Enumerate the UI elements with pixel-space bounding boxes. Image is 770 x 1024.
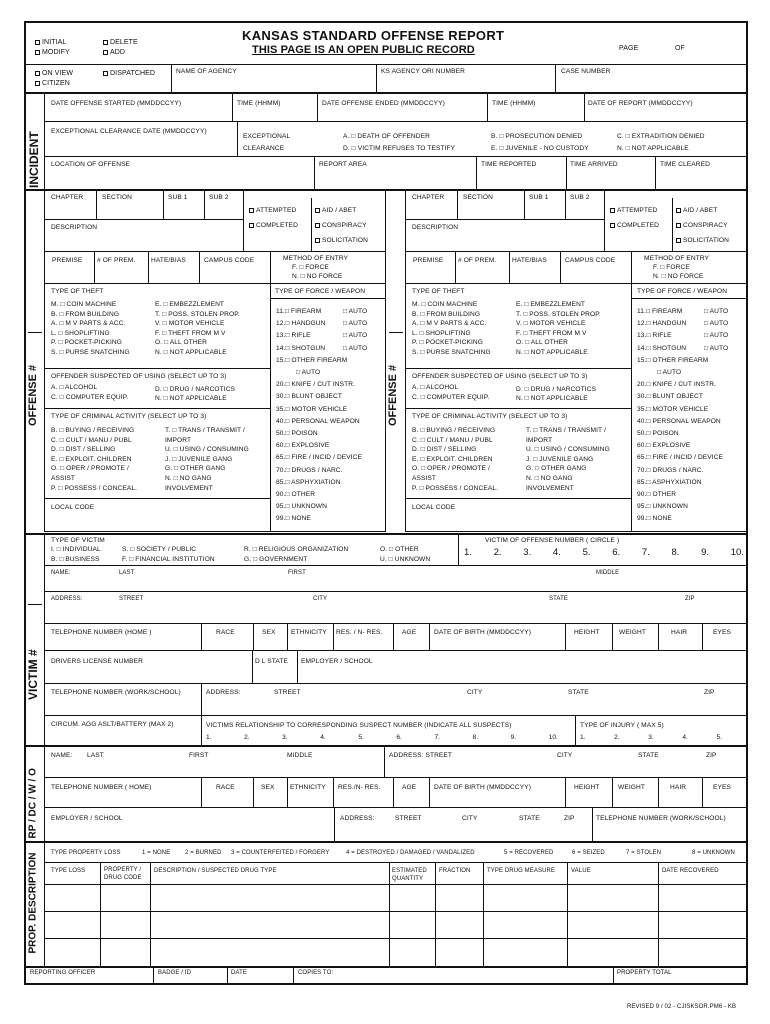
victim-name-label: NAME: <box>51 570 71 576</box>
time-ended-field[interactable]: TIME (HHMM) <box>492 100 536 107</box>
theft-right-list-2[interactable]: E. □ EMBEZZLEMENT T. □ POSS. STOLEN PROP. V. □ MOTOR VEHICLE F. □ THEFT FROM M V O. □ ALL OTHER N. □ NOT APPLICABLE <box>516 301 601 356</box>
victim-employer[interactable]: EMPLOYER / SCHOOL <box>301 658 373 665</box>
time-reported-field[interactable]: TIME REPORTED <box>481 161 537 168</box>
reporting-officer-field[interactable]: REPORTING OFFICER <box>30 970 96 976</box>
name-of-agency-field[interactable]: NAME OF AGENCY <box>176 68 237 75</box>
victim-circumstances[interactable]: CIRCUM. AGG ASLT/BATTERY (MAX 2) <box>51 721 174 728</box>
criminal-left-list[interactable]: B. □ BUYING / RECEIVING C. □ CULT / MANU / PUBL D. □ DIST / SELLING E. □ EXPLOIT. CHILDREN O. □ OPER / PROMOTE / ASSIST P. □ POSSESS / CONCEAL. <box>51 427 138 492</box>
sub1-field[interactable]: SUB 1 <box>168 194 188 201</box>
using-computer[interactable]: C. □ COMPUTER EQUIP. <box>51 394 129 401</box>
description-field[interactable]: DESCRIPTION <box>51 224 98 231</box>
report-area-field[interactable]: REPORT AREA <box>319 161 367 168</box>
type-of-theft-label-2: TYPE OF THEFT <box>412 288 465 295</box>
victim-business[interactable]: B. □ BUSINESS <box>51 556 100 563</box>
of-label: OF <box>675 45 685 52</box>
criminal-right-list[interactable]: T. □ TRANS / TRANSMIT / IMPORT U. □ USING / CONSUMING J. □ JUVENILE GANG G. □ OTHER GANG N. □ NO GANG INVOLVEMENT <box>165 427 249 492</box>
rp-height[interactable]: HEIGHT <box>574 784 600 791</box>
victim-dob[interactable]: DATE OF BIRTH (MMDDCCYY) <box>434 629 532 636</box>
num-premises-field[interactable]: # OF PREM. <box>97 257 136 264</box>
check-modify[interactable]: MODIFY <box>33 49 70 57</box>
force-weapon-label: TYPE OF FORCE / WEAPON <box>275 288 366 295</box>
clearance-option-c[interactable]: C. □ EXTRADITION DENIED <box>617 133 705 140</box>
victim-society[interactable]: S. □ SOCIETY / PUBLIC <box>122 546 197 553</box>
completed-check-2[interactable]: COMPLETED <box>608 222 659 230</box>
victim-city[interactable]: CITY <box>313 596 328 602</box>
relationship-numbers[interactable]: 1. 2. 3. 4. 5. 6. 7. 8. 9. 10. <box>206 734 558 741</box>
victim-offense-numbers[interactable]: 1. 2. 3. 4. 5. 6. 7. 8. 9. 10. <box>464 547 744 558</box>
rp-tel-work[interactable]: TELEPHONE NUMBER (WORK/SCHOOL) <box>596 815 726 822</box>
col-date-recovered: DATE RECOVERED <box>662 868 719 874</box>
premise-field-2[interactable]: PREMISE <box>413 257 444 264</box>
victim-sex[interactable]: SEX <box>262 629 276 636</box>
copies-to-field[interactable]: COPIES TO: <box>298 970 334 976</box>
page-label: PAGE <box>619 45 639 52</box>
rp-hair[interactable]: HAIR <box>670 784 687 791</box>
completed-check[interactable]: COMPLETED <box>247 222 298 230</box>
victim-work-zip[interactable]: ZIP <box>704 689 715 696</box>
victim-ethnicity[interactable]: ETHNICITY <box>291 629 327 636</box>
rp-work-zip[interactable]: ZIP <box>564 815 575 822</box>
victim-eyes[interactable]: EYES <box>713 629 731 636</box>
rp-work-city[interactable]: CITY <box>462 815 478 822</box>
moe-force[interactable]: F. □ FORCE <box>292 264 329 271</box>
using-drugs[interactable]: D. □ DRUG / NARCOTICS <box>155 386 236 393</box>
rp-middle-name[interactable]: MIDDLE <box>287 752 313 759</box>
property-label: PROP. DESCRIPTION <box>27 852 39 954</box>
legend-destroyed: 4 = DESTROYED / DAMAGED / VANDALIZED <box>346 850 475 856</box>
conspiracy-check[interactable]: CONSPIRACY <box>313 222 367 230</box>
legend-counterfeited: 3 = COUNTERFEITED / FORGERY <box>231 850 330 856</box>
date-ended-field[interactable]: DATE OFFENSE ENDED (MMDDCCYY) <box>322 100 445 107</box>
theft-right-list[interactable]: E. □ EMBEZZLEMENT T. □ POSS. STOLEN PROP. V. □ MOTOR VEHICLE F. □ THEFT FROM M V O. □ ALL OTHER N. □ NOT APPLICABLE <box>155 301 240 356</box>
check-on-view[interactable]: ON VIEW <box>33 70 73 78</box>
date-of-report-field[interactable]: DATE OF REPORT (MMDDCCYY) <box>588 100 693 107</box>
victim-race[interactable]: RACE <box>216 629 235 636</box>
col-type-loss: TYPE LOSS <box>51 868 86 874</box>
criminal-activity-label-2: TYPE OF CRIMINAL ACTIVITY (SELECT UP TO 3) <box>412 413 568 420</box>
col-value: VALUE <box>571 868 591 874</box>
force-weapon-label-2: TYPE OF FORCE / WEAPON <box>637 288 728 295</box>
hate-bias-field-2[interactable]: HATE/BIAS <box>512 257 547 264</box>
victim-address-label: ADDRESS: <box>51 596 83 602</box>
conspiracy-check-2[interactable]: CONSPIRACY <box>674 222 728 230</box>
sub2-field-2[interactable]: SUB 2 <box>570 194 590 201</box>
date-started-field[interactable]: DATE OFFENSE STARTED (MMDDCCYY) <box>51 100 182 107</box>
premise-field[interactable]: PREMISE <box>52 257 83 264</box>
moe-no-force-2[interactable]: N. □ NO FORCE <box>653 273 704 280</box>
section-field-2[interactable]: SECTION <box>463 194 494 201</box>
victim-financial[interactable]: F. □ FINANCIAL INSTITUTION <box>122 556 215 563</box>
section-field[interactable]: SECTION <box>102 194 133 201</box>
victim-drivers-license[interactable]: DRIVERS LICENSE NUMBER <box>51 658 143 665</box>
rp-zip[interactable]: ZIP <box>706 752 717 759</box>
weapon-list[interactable]: 11.□ FIREARM 12.□ HANDGUN 13.□ RIFLE 14.□ SHOTGUN 15.□ OTHER FIREARM □ AUTO 20.□ KNIFE / CUT INSTR. 30.□ BLUNT OBJECT 35.□ MOTOR VEHICLE 40.□ PERSONAL WEAPON 50.□ POISON 60.□ EXPLOSIVE 65.□ FIRE / INCID / DEVICE 70.□ DRUGS / NARC. 85.□ ASPHYXIATION 90.□ OTHER 95.□ UNKNOWN 99.□ NONE <box>276 308 363 523</box>
victim-individual[interactable]: I. □ INDIVIDUAL <box>51 546 101 553</box>
victim-address2-label: ADDRESS: <box>206 689 241 696</box>
col-description: DESCRIPTION / SUSPECTED DRUG TYPE <box>154 868 277 874</box>
form-subtitle: THIS PAGE IS AN OPEN PUBLIC RECORD <box>252 44 475 56</box>
victim-work-street[interactable]: STREET <box>274 689 301 696</box>
check-delete[interactable]: DELETE <box>101 39 138 47</box>
rp-employer[interactable]: EMPLOYER / SCHOOL <box>51 815 123 822</box>
suspected-using-label: OFFENDER SUSPECTED OF USING (SELECT UP TO 3) <box>51 373 227 380</box>
col-property: PROPERTY / <box>104 867 142 873</box>
chapter-field-2[interactable]: CHAPTER <box>412 194 445 201</box>
campus-code-field-2[interactable]: CAMPUS CODE <box>565 257 616 264</box>
method-of-entry-label-2: METHOD OF ENTRY <box>644 255 710 262</box>
rp-dob[interactable]: DATE OF BIRTH (MMDDCCYY) <box>434 784 532 791</box>
using-not-applicable-2[interactable]: N. □ NOT APPLICABLE <box>516 395 588 402</box>
incident-label: INCIDENT <box>27 131 41 188</box>
victim-tel-home[interactable]: TELEPHONE NUMBER (HOME ) <box>51 629 152 636</box>
legend-recovered: 5 = RECOVERED <box>504 850 554 856</box>
rp-state[interactable]: STATE <box>638 752 659 759</box>
victim-age[interactable]: AGE <box>402 629 417 636</box>
rp-work-street[interactable]: STREET <box>395 815 422 822</box>
victim-other[interactable]: O. □ OTHER <box>380 546 419 553</box>
offense-left-label: OFFENSE # <box>27 364 39 426</box>
victim-relationship-label: VICTIMS RELATIONSHIP TO CORRESPONDING SUSPECT NUMBER (INDICATE ALL SUSPECTS) <box>206 722 512 729</box>
victim-work-state[interactable]: STATE <box>568 689 589 696</box>
form-title: KANSAS STANDARD OFFENSE REPORT <box>242 28 505 43</box>
victim-label: VICTIM # <box>26 649 40 700</box>
clearance-label: CLEARANCE <box>243 145 285 152</box>
type-of-victim-label: TYPE OF VICTIM <box>51 537 105 544</box>
local-code-field[interactable]: LOCAL CODE <box>51 504 95 511</box>
attempted-check[interactable]: ATTEMPTED <box>247 207 296 215</box>
criminal-left-list-2[interactable]: B. □ BUYING / RECEIVING C. □ CULT / MANU / PUBL D. □ DIST / SELLING E. □ EXPLOIT. CHILDREN O. □ OPER / PROMOTE / ASSIST P. □ POSSESS / CONCEAL. <box>412 427 499 492</box>
badge-id-field[interactable]: BADGE / ID <box>158 970 192 976</box>
victim-work-city[interactable]: CITY <box>467 689 483 696</box>
rp-eyes[interactable]: EYES <box>713 784 731 791</box>
clearance-option-a[interactable]: A. □ DEATH OF OFFENDER <box>343 133 431 140</box>
rp-city[interactable]: CITY <box>557 752 573 759</box>
clearance-option-e[interactable]: E. □ JUVENILE - NO CUSTODY <box>491 145 589 152</box>
clearance-option-n[interactable]: N. □ NOT APPLICABLE <box>617 145 689 152</box>
local-code-field-2[interactable]: LOCAL CODE <box>412 504 456 511</box>
time-started-field[interactable]: TIME (HHMM) <box>237 100 281 107</box>
rp-age[interactable]: AGE <box>402 784 417 791</box>
col-quantity: QUANTITY <box>392 876 424 882</box>
rp-residency[interactable]: RES./N- RES. <box>338 784 381 791</box>
legend-none: 1 = NONE <box>142 850 171 856</box>
weapon-list-2[interactable]: 11.□ FIREARM 12.□ HANDGUN 13.□ RIFLE 14.□ SHOTGUN 15.□ OTHER FIREARM □ AUTO 20.□ KNIFE / CUT INSTR. 30.□ BLUNT OBJECT 35.□ MOTOR VEHICLE 40.□ PERSONAL WEAPON 50.□ POISON 60.□ EXPLOSIVE 65.□ FIRE / INCID / DEVICE 70.□ DRUGS / NARC. 85.□ ASPHYXIATION 90.□ OTHER 95.□ UNKNOWN 99.□ NONE <box>637 308 724 523</box>
rp-tel-home[interactable]: TELEPHONE NUMBER ( HOME) <box>51 784 152 791</box>
victim-government[interactable]: G. □ GOVERNMENT <box>244 556 308 563</box>
check-initial[interactable]: INITIAL <box>33 39 66 47</box>
time-arrived-field[interactable]: TIME ARRIVED <box>570 161 618 168</box>
rp-label: RP / DC / W / O <box>27 768 39 839</box>
sub2-field[interactable]: SUB 2 <box>209 194 229 201</box>
rp-work-state[interactable]: STATE <box>519 815 540 822</box>
using-not-applicable[interactable]: N. □ NOT APPLICABLE <box>155 395 227 402</box>
aid-abet-check-2[interactable]: AID / ABET <box>674 207 717 215</box>
legend-burned: 2 = BURNED <box>185 850 222 856</box>
victim-tel-work[interactable]: TELEPHONE NUMBER (WORK/SCHOOL) <box>51 689 181 696</box>
case-number-field[interactable]: CASE NUMBER <box>561 68 611 75</box>
theft-left-list[interactable]: M. □ COIN MACHINE B. □ FROM BUILDING A. □ M V PARTS & ACC. L. □ SHOPLIFTING P. □ POCKET-PICKING S. □ PURSE SNATCHING <box>51 301 130 356</box>
hate-bias-field[interactable]: HATE/BIAS <box>151 257 186 264</box>
col-fraction: FRACTION <box>439 868 471 874</box>
revision-note: REVISED 9 / 02 - CJISKSOR.PM6 - KB <box>627 1004 737 1010</box>
col-drug-code: DRUG CODE <box>104 875 142 881</box>
victim-last-name[interactable]: LAST <box>119 570 135 576</box>
victim-middle-name[interactable]: MIDDLE <box>596 570 620 576</box>
col-drug-measure: TYPE DRUG MEASURE <box>487 868 556 874</box>
using-computer-2[interactable]: C. □ COMPUTER EQUIP. <box>412 394 490 401</box>
legend-unknown: 8 = UNKNOWN <box>692 850 735 856</box>
chapter-field[interactable]: CHAPTER <box>51 194 84 201</box>
criminal-activity-label: TYPE OF CRIMINAL ACTIVITY (SELECT UP TO 3) <box>51 413 207 420</box>
rp-race[interactable]: RACE <box>216 784 235 791</box>
victim-unknown[interactable]: U. □ UNKNOWN <box>380 556 431 563</box>
clearance-option-b[interactable]: B. □ PROSECUTION DENIED <box>491 133 583 140</box>
victim-residency[interactable]: RES. / N- RES. <box>336 629 383 636</box>
type-of-theft-label: TYPE OF THEFT <box>51 288 104 295</box>
moe-force-2[interactable]: F. □ FORCE <box>653 264 690 271</box>
clearance-option-d[interactable]: D. □ VICTIM REFUSES TO TESTIFY <box>343 145 456 152</box>
offense-right-label: OFFENSE # <box>387 364 399 426</box>
using-drugs-2[interactable]: D. □ DRUG / NARCOTICS <box>516 386 597 393</box>
legend-stolen: 7 = STOLEN <box>626 850 662 856</box>
victim-hair[interactable]: HAIR <box>671 629 688 636</box>
victim-dl-state[interactable]: D L STATE <box>255 658 289 665</box>
aid-abet-check[interactable]: AID / ABET <box>313 207 356 215</box>
using-alcohol[interactable]: A. □ ALCOHOL <box>51 384 98 391</box>
rp-last-name[interactable]: LAST <box>87 752 104 759</box>
criminal-right-list-2[interactable]: T. □ TRANS / TRANSMIT / IMPORT U. □ USING / CONSUMING J. □ JUVENILE GANG G. □ OTHER GANG N. □ NO GANG INVOLVEMENT <box>526 427 610 492</box>
weapon-auto-list-2[interactable]: □ AUTO □ AUTO □ AUTO □ AUTO <box>704 308 729 352</box>
campus-code-field[interactable]: CAMPUS CODE <box>204 257 255 264</box>
victim-state[interactable]: STATE <box>549 596 568 602</box>
injury-numbers[interactable]: 1. 2. 3. 4. 5. <box>580 734 722 741</box>
suspected-using-label-2: OFFENDER SUSPECTED OF USING (SELECT UP TO 3) <box>412 373 588 380</box>
col-estimated: ESTIMATED <box>392 868 427 874</box>
theft-left-list-2[interactable]: M. □ COIN MACHINE B. □ FROM BUILDING A. □ M V PARTS & ACC. L. □ SHOPLIFTING P. □ POCKET-PICKING S. □ PURSE SNATCHING <box>412 301 491 356</box>
rp-first-name[interactable]: FIRST <box>189 752 209 759</box>
num-premises-field-2[interactable]: # OF PREM. <box>458 257 497 264</box>
weapon-auto-list[interactable]: □ AUTO □ AUTO □ AUTO □ AUTO <box>343 308 368 352</box>
rp-ethnicity[interactable]: ETHNICITY <box>290 784 326 791</box>
check-add[interactable]: ADD <box>101 49 125 57</box>
victim-weight[interactable]: WEIGHT <box>619 629 646 636</box>
check-dispatched[interactable]: DISPATCHED <box>101 70 155 78</box>
rp-weight[interactable]: WEIGHT <box>618 784 645 791</box>
type-of-injury-label: TYPE OF INJURY ( MAX 5) <box>580 722 664 729</box>
property-loss-legend-title: TYPE PROPERTY LOSS <box>51 850 121 856</box>
victim-first-name[interactable]: FIRST <box>288 570 306 576</box>
victim-zip[interactable]: ZIP <box>685 596 695 602</box>
attempted-check-2[interactable]: ATTEMPTED <box>608 207 657 215</box>
moe-no-force[interactable]: N. □ NO FORCE <box>292 273 343 280</box>
exceptional-clearance-date[interactable]: EXCEPTIONAL CLEARANCE DATE (MMDDCCYY) <box>51 128 207 135</box>
method-of-entry-label: METHOD OF ENTRY <box>283 255 349 262</box>
description-field-2[interactable]: DESCRIPTION <box>412 224 459 231</box>
check-citizen[interactable]: CITIZEN <box>33 80 70 88</box>
victim-height[interactable]: HEIGHT <box>574 629 600 636</box>
victim-of-offense-label: VICTIM OF OFFENSE NUMBER ( CIRCLE ) <box>485 537 620 544</box>
rp-address-street[interactable]: ADDRESS: STREET <box>389 752 453 759</box>
solicitation-check[interactable]: SOLICITATION <box>313 237 368 245</box>
legend-seized: 6 = SEIZED <box>572 850 605 856</box>
sub1-field-2[interactable]: SUB 1 <box>529 194 549 201</box>
date-field[interactable]: DATE <box>231 970 247 976</box>
rp-name-label: NAME: <box>51 752 73 759</box>
rp-address2-label: ADDRESS: <box>340 815 375 822</box>
using-alcohol-2[interactable]: A. □ ALCOHOL <box>412 384 459 391</box>
ks-agency-ori-field[interactable]: KS AGENCY ORI NUMBER <box>381 68 465 75</box>
location-of-offense-field[interactable]: LOCATION OF OFFENSE <box>51 161 131 168</box>
exceptional-label: EXCEPTIONAL <box>243 133 291 140</box>
victim-street[interactable]: STREET <box>119 596 144 602</box>
victim-religious[interactable]: R. □ RELIGIOUS ORGANIZATION <box>244 546 349 553</box>
rp-sex[interactable]: SEX <box>261 784 275 791</box>
solicitation-check-2[interactable]: SOLICITATION <box>674 237 729 245</box>
time-cleared-field[interactable]: TIME CLEARED <box>660 161 710 168</box>
property-total-field[interactable]: PROPERTY TOTAL <box>617 970 672 976</box>
